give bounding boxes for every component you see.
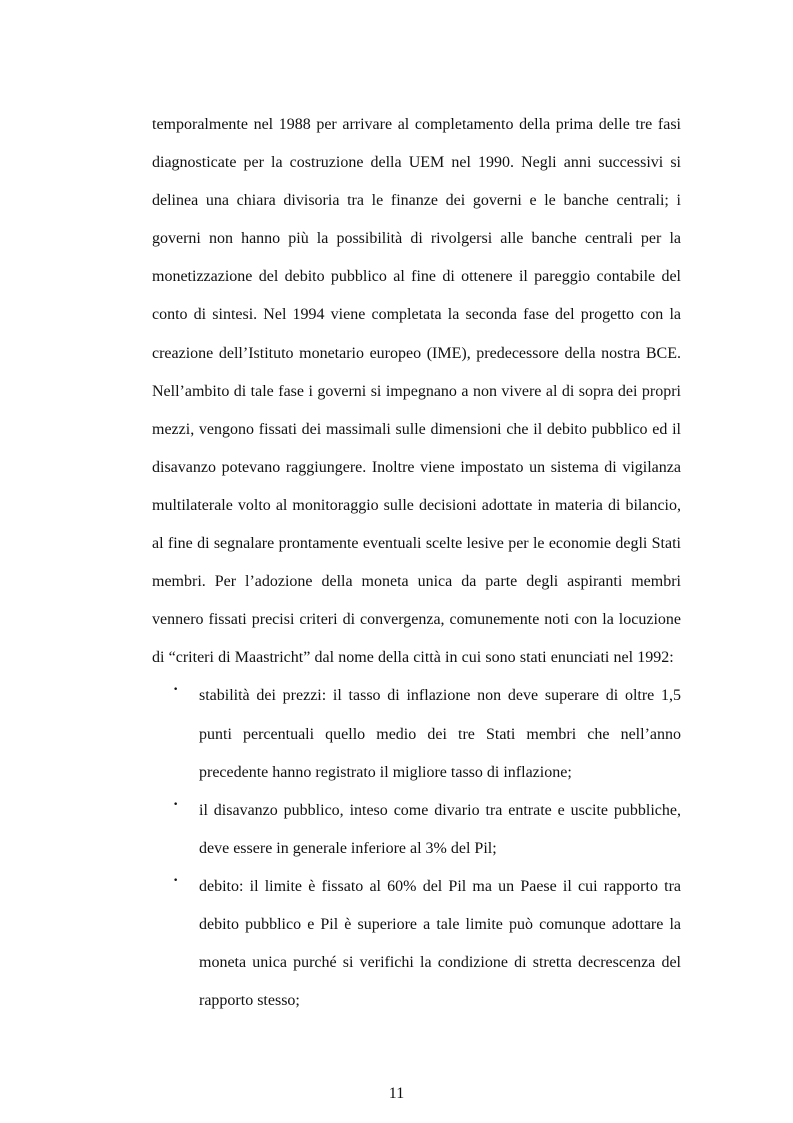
main-paragraph: temporalmente nel 1988 per arrivare al completamento della prima delle tre fasi diagnosticate per la costruzione della UEM nel 1990. Negli anni successivi si delinea una chiara divisoria tra le finanze dei governi e le banche centrali; i governi non hanno più la possibilità di rivolgersi alle banche centrali per la monetizzazione del debito pubblico al fine di ottenere il pareggio contabile del conto di sintesi. Nel 1994 viene completata la seconda fase del progetto con la creazione dell’Istituto monetario europeo (IME), predecessore della nostra BCE. Nell’ambito di tale fase i governi si impegnano a non vivere al di sopra dei propri mezzi, vengono fissati dei massimali sulle dimensioni che il debito pubblico ed il disavanzo potevano raggiungere. Inoltre viene impostato un sistema di vigilanza multilaterale volto al monitoraggio sulle decisioni adottate in materia di bilancio, al fine di segnalare prontamente eventuali scelte lesive per le economie degli Stati membri. Per l’adozione della moneta unica da parte degli aspiranti membri vennero fissati precisi criteri di convergenza, comunemente noti con la locuzione di “criteri di Maastricht” dal nome della città in cui sono stati enunciati nel 1992: [152, 116, 681, 667]
list-item [152, 868, 681, 1020]
body-text [152, 106, 681, 1020]
bullet-icon: · [173, 871, 179, 889]
bullet-icon: · [173, 681, 179, 699]
criteria-list [152, 677, 681, 1020]
list-item-text: debito: il limite è fissato al 60% del Pil ma un Paese il cui rapporto tra debito pubblico e Pil è superiore a tale limite può comunque adottare la moneta unica purché si verifichi la condizione di stretta decrescenza del rapporto stesso; [199, 877, 681, 1010]
list-item [152, 792, 681, 868]
list-item [152, 677, 681, 791]
list-item-text: il disavanzo pubblico, inteso come divario tra entrate e uscite pubbliche, deve essere in generale inferiore al 3% del Pil; [199, 801, 681, 857]
bullet-icon: · [173, 795, 179, 813]
list-item-text: stabilità dei prezzi: il tasso di inflazione non deve superare di oltre 1,5 punti percentuali quello medio dei tre Stati membri che nell’anno precedente hanno registrato il migliore tasso di inflazione; [199, 687, 681, 781]
page-number: 11 [388, 1085, 405, 1102]
